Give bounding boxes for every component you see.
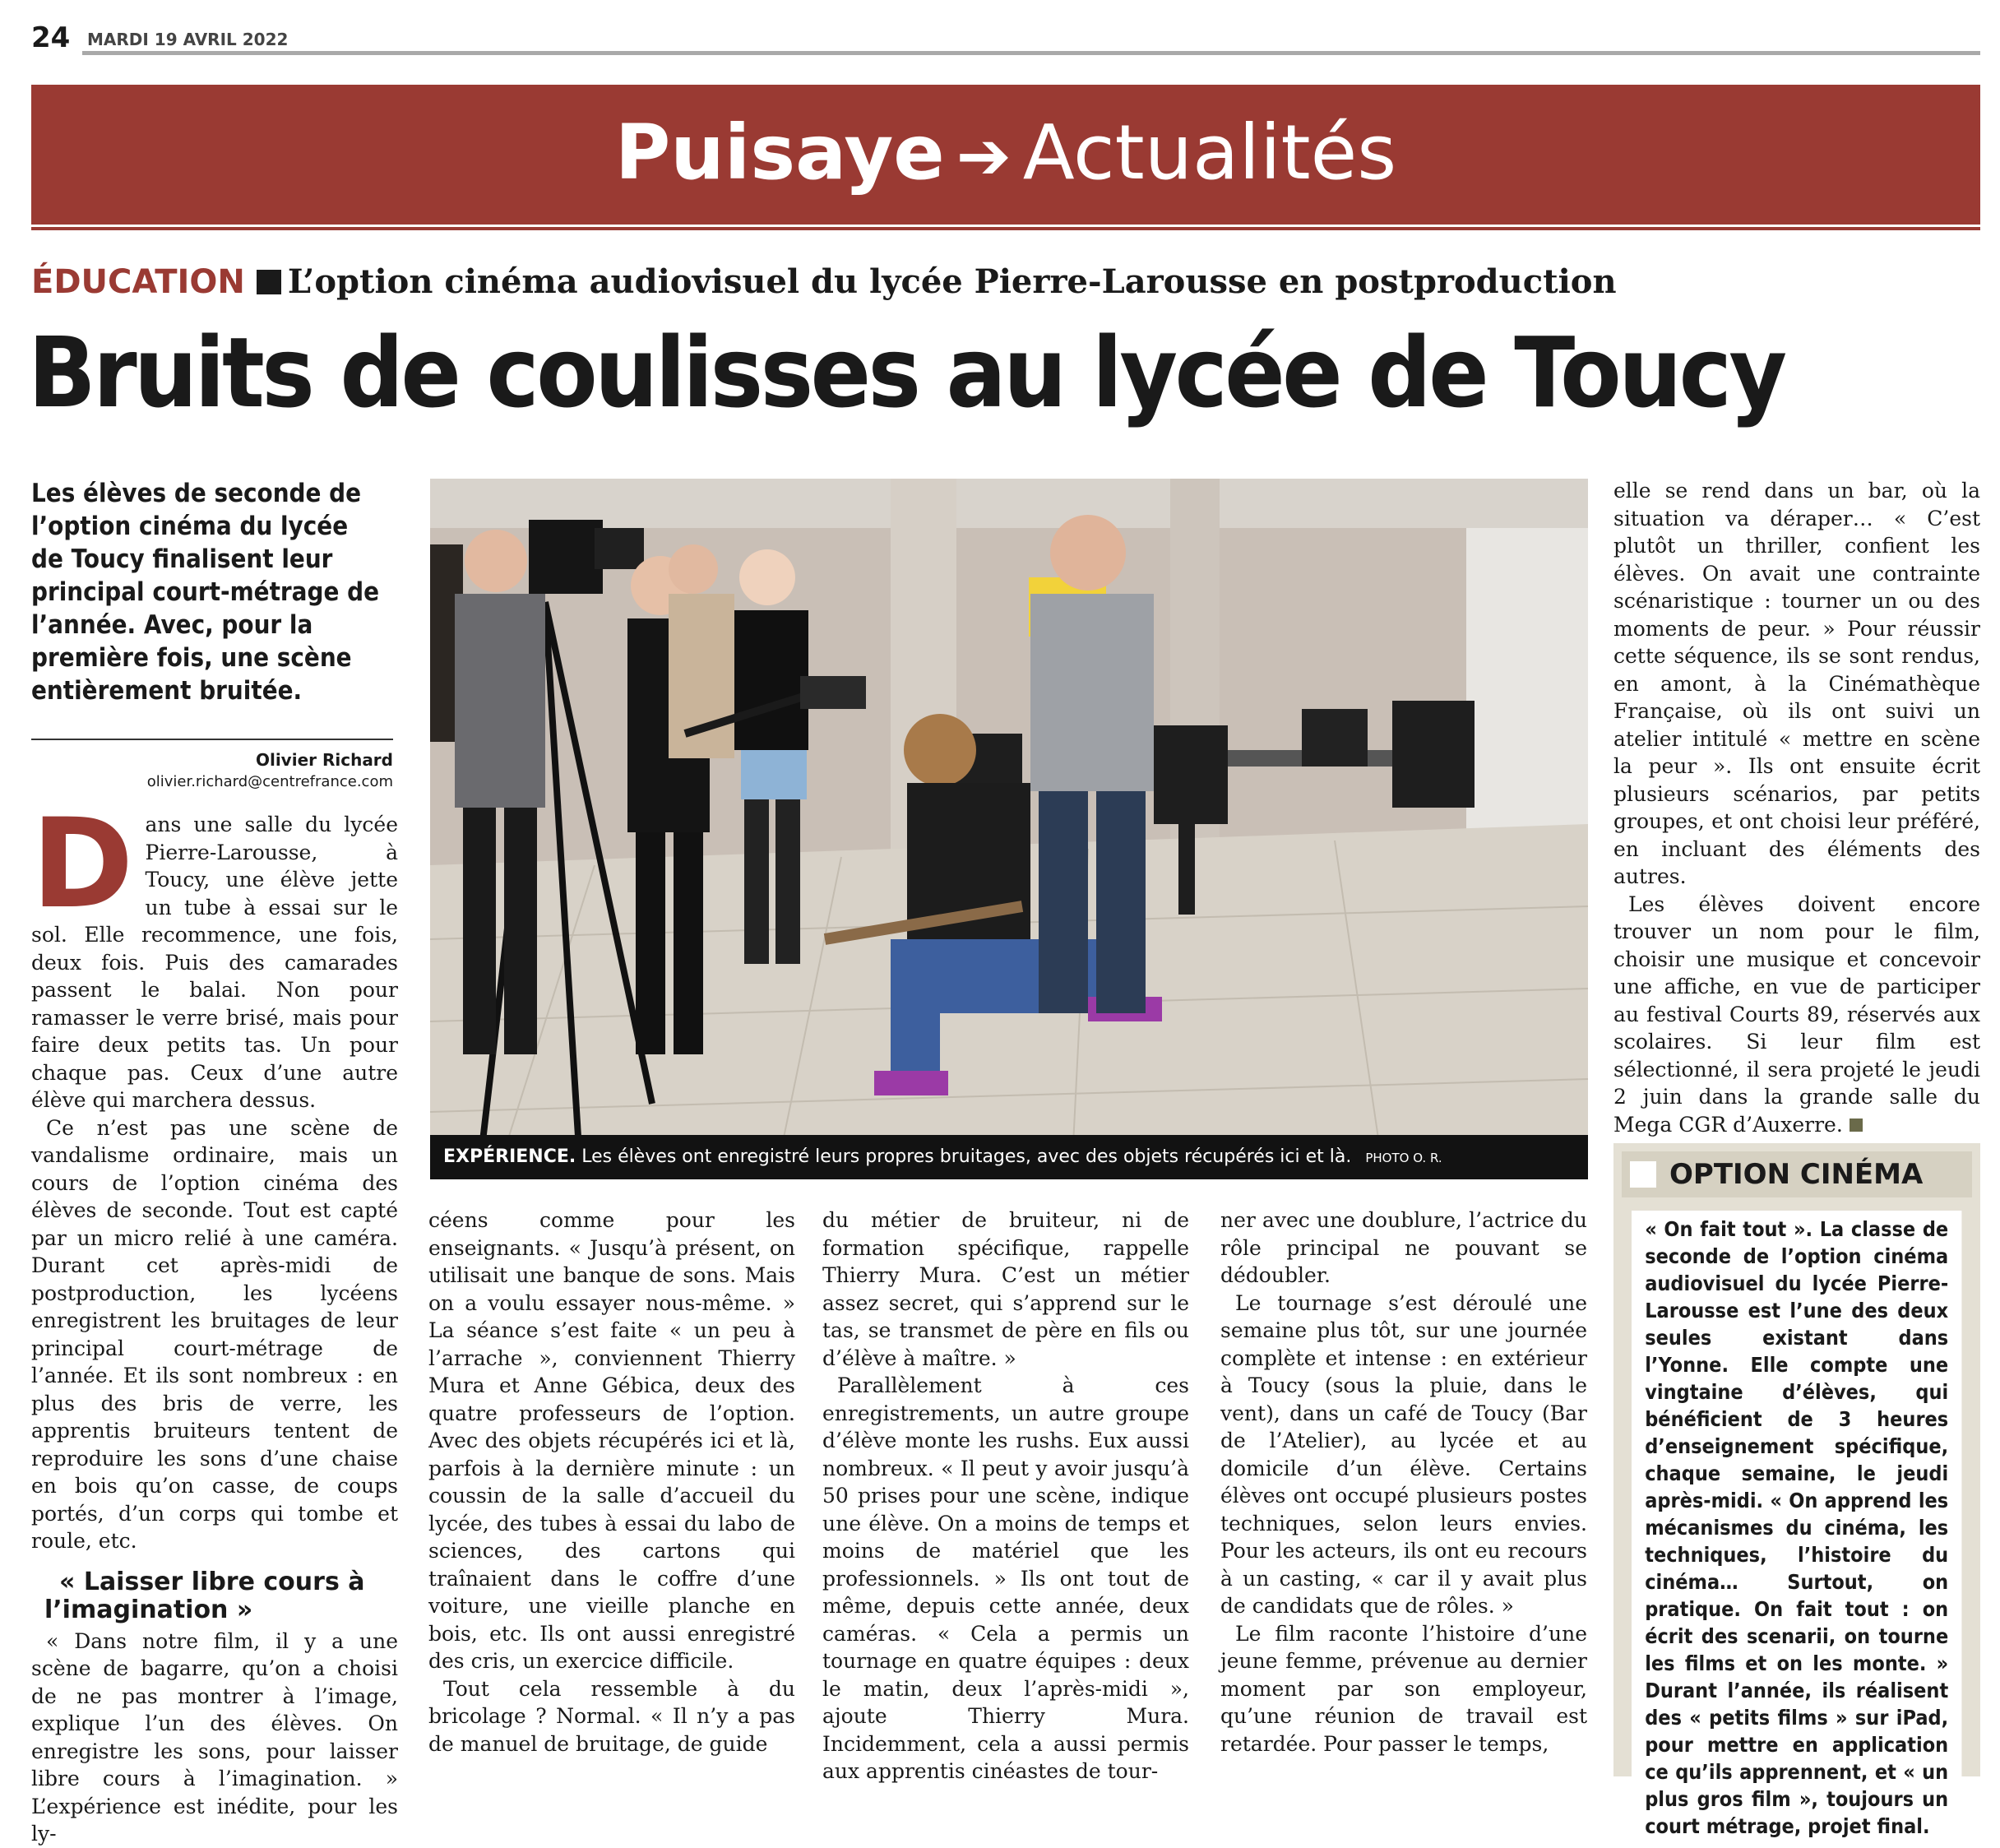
- article-headline: Bruits de coulisses au lycée de Toucy: [28, 316, 1785, 429]
- paragraph: Les élèves doivent encore trouver un nom pour le film, choisir une musique et concevoir une affiche, en vue de participer au festival Courts 89, réservés aux scolaires. Si leur film est sélectionné, il sera projeté le jeudi 2 juin dans la grande salle du Mega CGR d’Auxerre.: [1613, 892, 1980, 1137]
- paragraph: Parallèlement à ces enregistrements, un autre groupe d’élève monte les rushs. Eux aussi nombreux. « Il peut y avoir jusqu’à 50 prises pour une scène, indique une élève. On a moins de temps et moins de matériel que les professionnels. » Ils ont tout de même, depuis cette année, deux caméras. « Cela a permis un tournage en quatre équipes : deux le matin, deux l’après-midi », ajoute Thierry Mura. Incidemment, cela a aussi permis aux apprentis cinéastes de tour-: [822, 1373, 1189, 1783]
- paragraph: ner avec une doublure, l’actrice du rôle principal ne pouvant se dédoubler.: [1220, 1208, 1587, 1287]
- article-photo: [430, 479, 1588, 1178]
- square-bullet-icon: [257, 270, 281, 294]
- paragraph: « Dans notre film, il y a une scène de bagarre, qu’on a choisi de ne pas montrer à l’image, explique l’un des élèves. On enregistre les sons, pour laisser libre cours à l’imagination. » L’expérience est inédite, pour les ly-: [31, 1628, 398, 1846]
- paragraph: céens comme pour les enseignants. « Jusqu’à présent, on utilisait une banque de sons. Mais on a voulu essayer nous-même. » La séance s’est faite « un peu à l’arrache », conviennent Thierry Mura et Anne Gébica, deux des quatre professeurs de l’option. Avec des objets récupérés ici et là, parfois à la dernière minute : un coussin de la salle d’accueil du lycée, des tubes à essai du labo de sciences, des cartons qui traînaient dans le coffre d’une voiture, une vieille planche en bois, etc. Ils ont aussi enregistré des cris, un exercice difficile.: [428, 1208, 795, 1673]
- caption-text: Les élèves ont enregistré leurs propres bruitages, avec des objets récupérés ici et là.: [581, 1146, 1352, 1167]
- caption-lead: EXPÉRIENCE.: [443, 1146, 576, 1167]
- article-kicker: [31, 262, 1617, 303]
- text-column-4: [1220, 1207, 1587, 1758]
- section-subname: Actualités: [1022, 109, 1397, 197]
- banner-underline: [31, 227, 1980, 230]
- issue-date: MARDI 19 AVRIL 2022: [87, 30, 289, 49]
- paragraph: Tout cela ressemble à du bricolage ? Normal. « Il n’y a pas de manuel de bruitage, de guide: [428, 1676, 795, 1756]
- page-folio: [31, 18, 1980, 59]
- article-lead: Les élèves de seconde de l’option cinéma du lycée de Toucy finalisent leur principal court-métrage de l’année. Avec, pour la première fois, une scène entièrement bruitée.: [31, 479, 379, 706]
- paragraph: ans une salle du lycée Pierre-Larousse, à Toucy, une élève jette un tube à essai sur le sol. Elle recommence, une fois, deux fois. Puis des camarades passent le balai. Non pour ramasser le verre brisé, mais pour faire deux petits tas. Un pour chaque pas. Ceux d’une autre élève qui marchera dessus.: [31, 813, 398, 1112]
- info-box-text: « On fait tout ». La classe de seconde de l’option cinéma audiovisuel du lycée Pierre-Larousse est l’une des deux seules existant dans l’Yonne. Elle compte une vingtaine d’élèves, qui bénéficient de 3 heures d’enseignement spécifique, chaque semaine, le jeudi après-midi. « On apprend les mécanismes du cinéma, les techniques, l’histoire du cinéma… Surtout, on pratique. On fait tout : on écrit des scenarii, on tourne les films et on les monte. » Durant l’année, ils réalisent des « petits films » sur iPad, pour mettre en application ce qu’ils apprennent, et « un plus gros film », toujours un court métrage, projet final.: [1632, 1211, 1961, 1845]
- kicker-text: L’option cinéma audiovisuel du lycée Pierre-Larousse en postproduction: [287, 262, 1617, 301]
- kicker-category: ÉDUCATION: [31, 263, 245, 301]
- photo-credit: PHOTO O. R.: [1365, 1151, 1442, 1165]
- photo-caption: [430, 1135, 1588, 1179]
- end-mark-icon: [1850, 1119, 1863, 1132]
- section-banner: [31, 85, 1980, 225]
- paragraph: Le tournage s’est déroulé une semaine plus tôt, sur une journée complète et intense : en extérieur à Toucy (sous la pluie, dans le vent), dans un café de Toucy (Bar de l’Atelier), au lycée et au domicile d’un élève. Certains élèves ont occupé plusieurs postes techniques, selon leurs envies. Pour les acteurs, ils ont eu recours à un casting, « car il y avait plus de candidats que de rôles. »: [1220, 1290, 1587, 1618]
- text-column-1: [31, 793, 398, 1848]
- page-number: 24: [31, 21, 71, 54]
- author-rule: [31, 739, 393, 740]
- text-column-5: [1613, 477, 1980, 1138]
- text-column-2: [428, 1207, 795, 1758]
- text-column-3: [822, 1207, 1189, 1785]
- folio-rule: [82, 51, 1980, 55]
- paragraph: elle se rend dans un bar, où la situation va déraper… « C’est plutôt un thriller, confient les élèves. On avait une contrainte scénaristique : tourner un ou des moments de peur. » Pour réussir cette séquence, ils se sont rendus, en amont, à la Cinémathèque Française, où ils ont suivi un atelier intitulé « mettre en scène la peur ». Ils ont ensuite écrit plusieurs scénarios, par petits groupes, et ont choisi leur préféré, en incluant des éléments des autres.: [1613, 479, 1980, 888]
- paragraph: du métier de bruiteur, ni de formation spécifique, rappelle Thierry Mura. C’est un métier assez secret, qui s’apprend sur le tas, se transmet de père en fils ou d’élève à maître. »: [822, 1208, 1189, 1370]
- info-box: [1613, 1143, 1980, 1838]
- paragraph: Le film raconte l’histoire d’une jeune femme, prévenue au dernier moment par son employeur, qu’une réunion de travail est retardée. Pour passer le temps,: [1220, 1621, 1587, 1756]
- photo-illustration: [430, 479, 1588, 1178]
- author-email[interactable]: olivier.richard@centrefrance.com: [146, 773, 393, 790]
- section-name: Puisaye: [614, 109, 945, 197]
- square-bullet-icon: [1630, 1161, 1656, 1188]
- paragraph: Ce n’est pas une scène de vandalisme ordinaire, mais un cours de l’option cinéma des élèves de seconde. Tout est capté par un micro relié à une caméra. Durant cet après-midi de postproduction, les lycéens enregistrent les bruitages de leur principal court-métrage de l’année. Et ils sont nombreux : en plus des bris de verre, les apprentis bruiteurs tentent de reproduire les sons d’une chaise en bois qu’on casse, de coups portés, d’un corps qui tombe et roule, etc.: [31, 1115, 398, 1553]
- info-box-title: OPTION CINÉMA: [1669, 1158, 1924, 1191]
- info-box-header: [1622, 1151, 1972, 1197]
- intertitle: « Laisser libre cours à l’imagination »: [44, 1567, 365, 1624]
- author-name: Olivier Richard: [255, 750, 393, 770]
- arrow-right-icon: ➔: [956, 118, 1012, 194]
- dropcap: D: [31, 793, 134, 936]
